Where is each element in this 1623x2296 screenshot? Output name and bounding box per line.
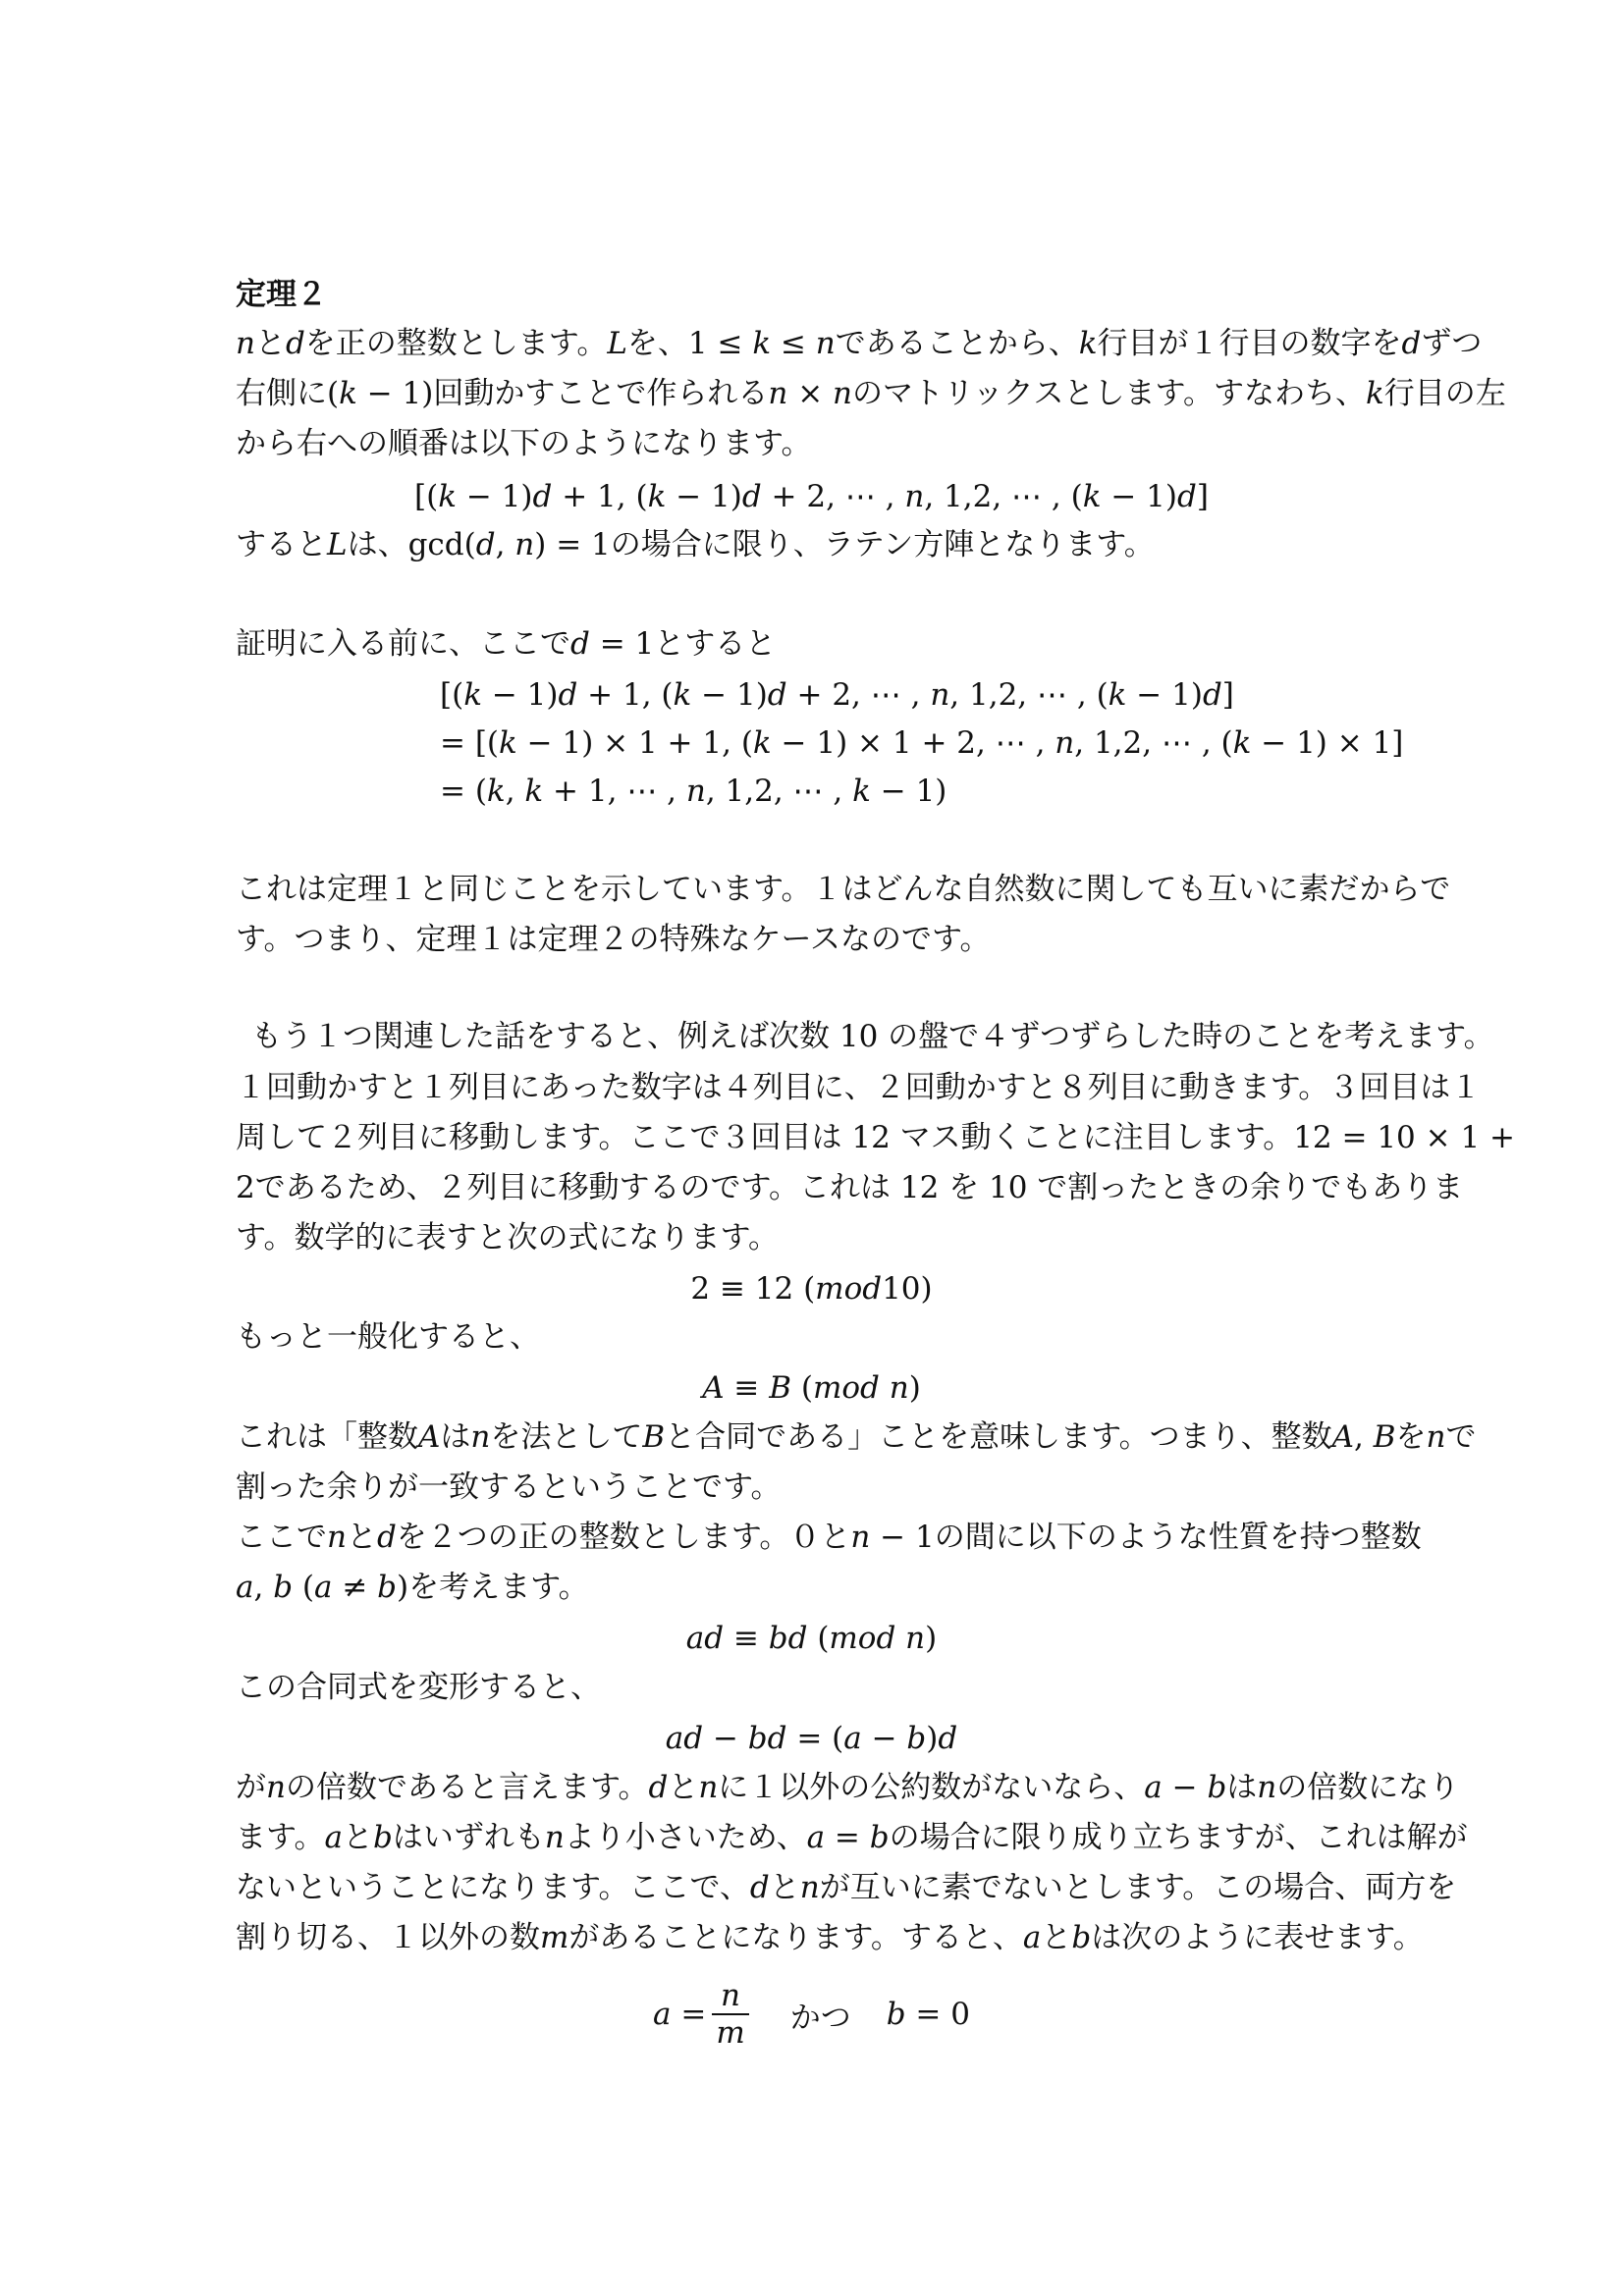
theorem-line: 𝑛と𝑑を正の整数とします。𝐿を、1 ≤ 𝑘 ≤ 𝑛であることから、𝑘行目が１行目の数字を𝑑ずつ xyxy=(236,326,1483,361)
theorem-line: 右側に(𝑘 − 1)回動かすことで作られる𝑛 × 𝑛のマトリックスとします。すなわち、𝑘行目の左 xyxy=(236,376,1506,411)
discussion-line: 周して２列目に移動します。ここで３回目は 12 マス動くことに注目します。12 = 10 × 1 + xyxy=(236,1120,1516,1155)
theorem-title: 定理２ xyxy=(236,277,327,312)
remark-line: す。つまり、定理１は定理２の特殊なケースなのです。 xyxy=(236,922,991,957)
meaning-line: ここで𝑛と𝑑を２つの正の整数とします。０と𝑛 − 1の間に以下のような性質を持つ整数 xyxy=(236,1520,1422,1555)
theorem-conclusion: すると𝐿は、gcd(𝑑, 𝑛) = 1の場合に限り、ラテン方陣となります。 xyxy=(236,527,1155,562)
derivation-step: [(𝑘 − 1)𝑑 + 1, (𝑘 − 1)𝑑 + 2, ⋯ , 𝑛, 1,2, ⋯ , (𝑘 − 1)𝑑] xyxy=(440,677,1234,713)
closing-line: 割り切る、１以外の数𝑚があることになります。すると、𝑎と𝑏は次のように表せます。 xyxy=(236,1920,1424,1955)
theorem-line: から右への順番は以下のようになります。 xyxy=(236,426,812,461)
closing-line: ます。𝑎と𝑏はいずれも𝑛より小さいため、𝑎 = 𝑏の場合に限り成り立ちますが、これは解が xyxy=(236,1820,1468,1855)
final-equation xyxy=(0,1965,1623,2063)
discussion-line: す。数学的に表すと次の式になります。 xyxy=(236,1220,780,1255)
meaning-line: これは「整数𝐴は𝑛を法として𝐵と合同である」ことを意味します。つまり、整数𝐴, 𝐵を𝑛で xyxy=(236,1419,1477,1455)
final-equation-rhs: 𝑏 = 0 xyxy=(886,1997,970,2032)
equation-mod10: 2 ≡ 12 (𝑚𝑜𝑑10) xyxy=(690,1271,933,1307)
discussion-line: １回動かすと１列目にあった数字は４列目に、２回動かすと８列目に動きます。３回目は１ xyxy=(236,1070,1482,1105)
final-equation-connector: かつ xyxy=(789,2000,851,2036)
meaning-line: 𝑎, 𝑏 (𝑎 ≠ 𝑏)を考えます。 xyxy=(236,1570,589,1605)
theorem-sequence-equation: [(𝑘 − 1)𝑑 + 1, (𝑘 − 1)𝑑 + 2, ⋯ , 𝑛, 1,2, ⋯ , (𝑘 − 1)𝑑] xyxy=(414,479,1209,514)
fraction xyxy=(712,1978,748,2051)
remark-line: これは定理１と同じことを示しています。１はどんな自然数に関しても互いに素だからで xyxy=(236,872,1451,907)
equation-general-congruence: 𝐴 ≡ 𝐵 (𝑚𝑜𝑑 𝑛) xyxy=(702,1370,921,1406)
fraction-denominator: 𝑚 xyxy=(716,2015,745,2051)
derivation-step: = (𝑘, 𝑘 + 1, ⋯ , 𝑛, 1,2, ⋯ , 𝑘 − 1) xyxy=(440,774,947,809)
final-equation-lhs: 𝑎 = xyxy=(653,1997,707,2032)
closing-line: ないということになります。ここで、𝑑と𝑛が互いに素でないとします。この場合、両方を xyxy=(236,1870,1457,1905)
discussion-line: もう１つ関連した話をすると、例えば次数 10 の盤で４ずつずらした時のことを考えます。 xyxy=(251,1019,1494,1054)
equation-difference: 𝑎𝑑 − 𝑏𝑑 = (𝑎 − 𝑏)𝑑 xyxy=(665,1721,958,1756)
fraction-numerator: 𝑛 xyxy=(721,1978,741,2013)
meaning-line: 割った余りが一致するということです。 xyxy=(236,1469,782,1505)
transform-line: この合同式を変形すると、 xyxy=(236,1670,601,1705)
discussion-line: 2であるため、２列目に移動するのです。これは 12 を 10 で割ったときの余りでもありま xyxy=(236,1170,1464,1205)
generalize-line: もっと一般化すると、 xyxy=(236,1319,540,1355)
proof-lead: 証明に入る前に、ここで𝑑 = 1とすると xyxy=(236,626,777,662)
derivation-step: = [(𝑘 − 1) × 1 + 1, (𝑘 − 1) × 1 + 2, ⋯ , 𝑛, 1,2, ⋯ , (𝑘 − 1) × 1] xyxy=(440,725,1404,761)
equation-ad-bd: 𝑎𝑑 ≡ 𝑏𝑑 (𝑚𝑜𝑑 𝑛) xyxy=(685,1621,938,1656)
closing-line: が𝑛の倍数であると言えます。𝑑と𝑛に１以外の公約数がないなら、𝑎 − 𝑏は𝑛の倍数になり xyxy=(236,1770,1460,1805)
